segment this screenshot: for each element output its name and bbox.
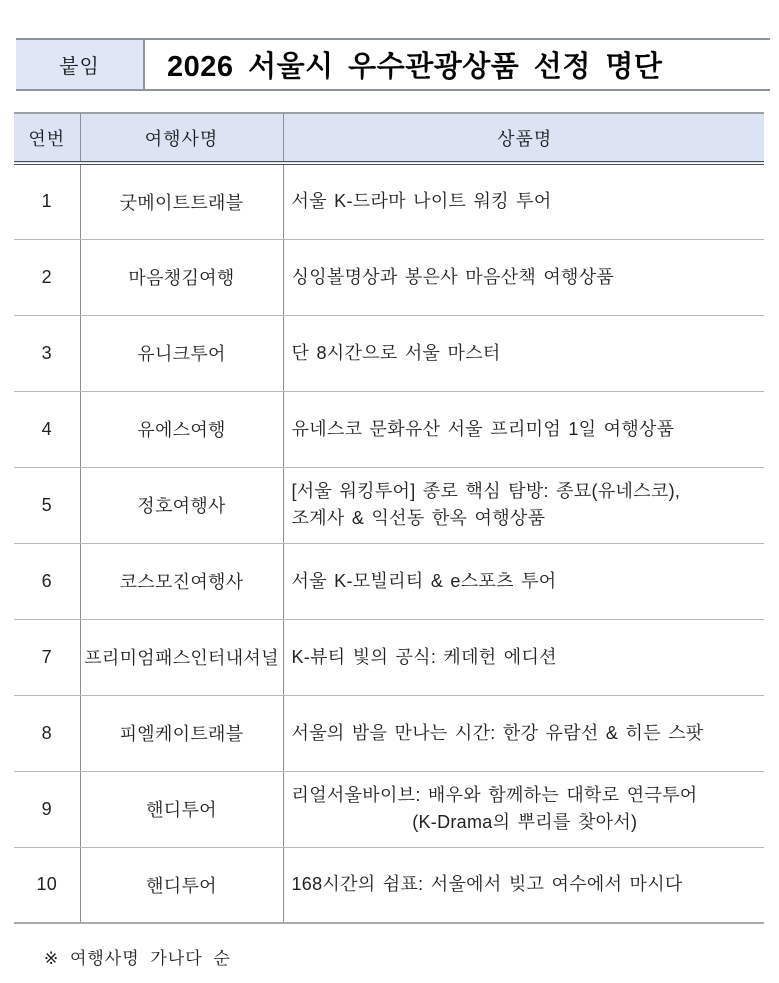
- attachment-header-box: [16, 38, 770, 91]
- row-agency: 핸디투어: [80, 771, 283, 847]
- product-line: 단 8시간으로 서울 마스터: [291, 342, 501, 363]
- row-product: [283, 163, 764, 239]
- table-row: [14, 543, 764, 619]
- row-number: 1: [14, 163, 80, 239]
- product-line: [서울 워킹투어] 종로 핵심 탐방: 종묘(유네스코),: [291, 481, 681, 501]
- row-number: 8: [14, 695, 80, 771]
- column-header-number: 연번: [14, 113, 80, 163]
- row-number: 9: [14, 771, 80, 847]
- table-row: [14, 847, 764, 923]
- row-agency: 유에스여행: [80, 391, 283, 467]
- table-row: [14, 315, 764, 391]
- product-line: 168시간의 쉼표: 서울에서 빚고 여수에서 마시다: [291, 874, 683, 895]
- row-product: [283, 315, 764, 391]
- table-header: [14, 113, 764, 163]
- product-line: 싱잉볼명상과 봉은사 마음산책 여행상품: [291, 266, 615, 287]
- product-line: 서울 K-드라마 나이트 워킹 투어: [291, 191, 552, 212]
- row-product: [283, 695, 764, 771]
- product-line: 서울 K-모빌리티 & e스포츠 투어: [291, 570, 557, 591]
- row-number: 10: [14, 847, 80, 923]
- product-line: 조계사 & 익선동 한옥 여행상품: [291, 508, 546, 528]
- row-number: 6: [14, 543, 80, 619]
- table-row: [14, 391, 764, 467]
- row-agency: 정호여행사: [80, 467, 283, 543]
- product-line: (K-Drama의 뿌리를 찾아서): [412, 812, 638, 832]
- table-row: [14, 239, 764, 315]
- table-body: [14, 163, 764, 923]
- product-line: K-뷰티 빛의 공식: 케데헌 에디션: [291, 646, 557, 667]
- product-line: 유네스코 문화유산 서울 프리미엄 1일 여행상품: [291, 418, 675, 439]
- row-number: 2: [14, 239, 80, 315]
- table-row: [14, 771, 764, 847]
- row-agency: 피엘케이트래블: [80, 695, 283, 771]
- row-agency: 프리미엄패스인터내셔널: [80, 619, 283, 695]
- row-agency: 유니크투어: [80, 315, 283, 391]
- table-row: [14, 619, 764, 695]
- row-product: [283, 771, 764, 847]
- table-row: [14, 163, 764, 239]
- row-product: [283, 543, 764, 619]
- row-agency: 코스모진여행사: [80, 543, 283, 619]
- table-row: [14, 695, 764, 771]
- product-line: 리얼서울바이브: 배우와 함께하는 대학로 연극투어: [291, 785, 698, 805]
- row-number: 4: [14, 391, 80, 467]
- row-agency: 핸디투어: [80, 847, 283, 923]
- row-product: [283, 391, 764, 467]
- row-product: [283, 847, 764, 923]
- row-product: [283, 239, 764, 315]
- row-number: 3: [14, 315, 80, 391]
- selection-table: [14, 112, 764, 924]
- row-number: 7: [14, 619, 80, 695]
- row-agency: 마음챙김여행: [80, 239, 283, 315]
- column-header-product: 상품명: [283, 113, 764, 163]
- table-header-row: [14, 113, 764, 163]
- table-row: [14, 467, 764, 543]
- footnote: ※ 여행사명 가나다 순: [44, 949, 231, 968]
- row-agency: 굿메이트트래블: [80, 163, 283, 239]
- row-product: [283, 619, 764, 695]
- row-product: [283, 467, 764, 543]
- column-header-agency: 여행사명: [80, 113, 283, 163]
- attachment-label: 붙임: [16, 40, 145, 89]
- product-line: 서울의 밤을 만나는 시간: 한강 유람선 & 히든 스팟: [291, 722, 704, 743]
- page-title: 2026 서울시 우수관광상품 선정 명단: [145, 40, 770, 89]
- row-number: 5: [14, 467, 80, 543]
